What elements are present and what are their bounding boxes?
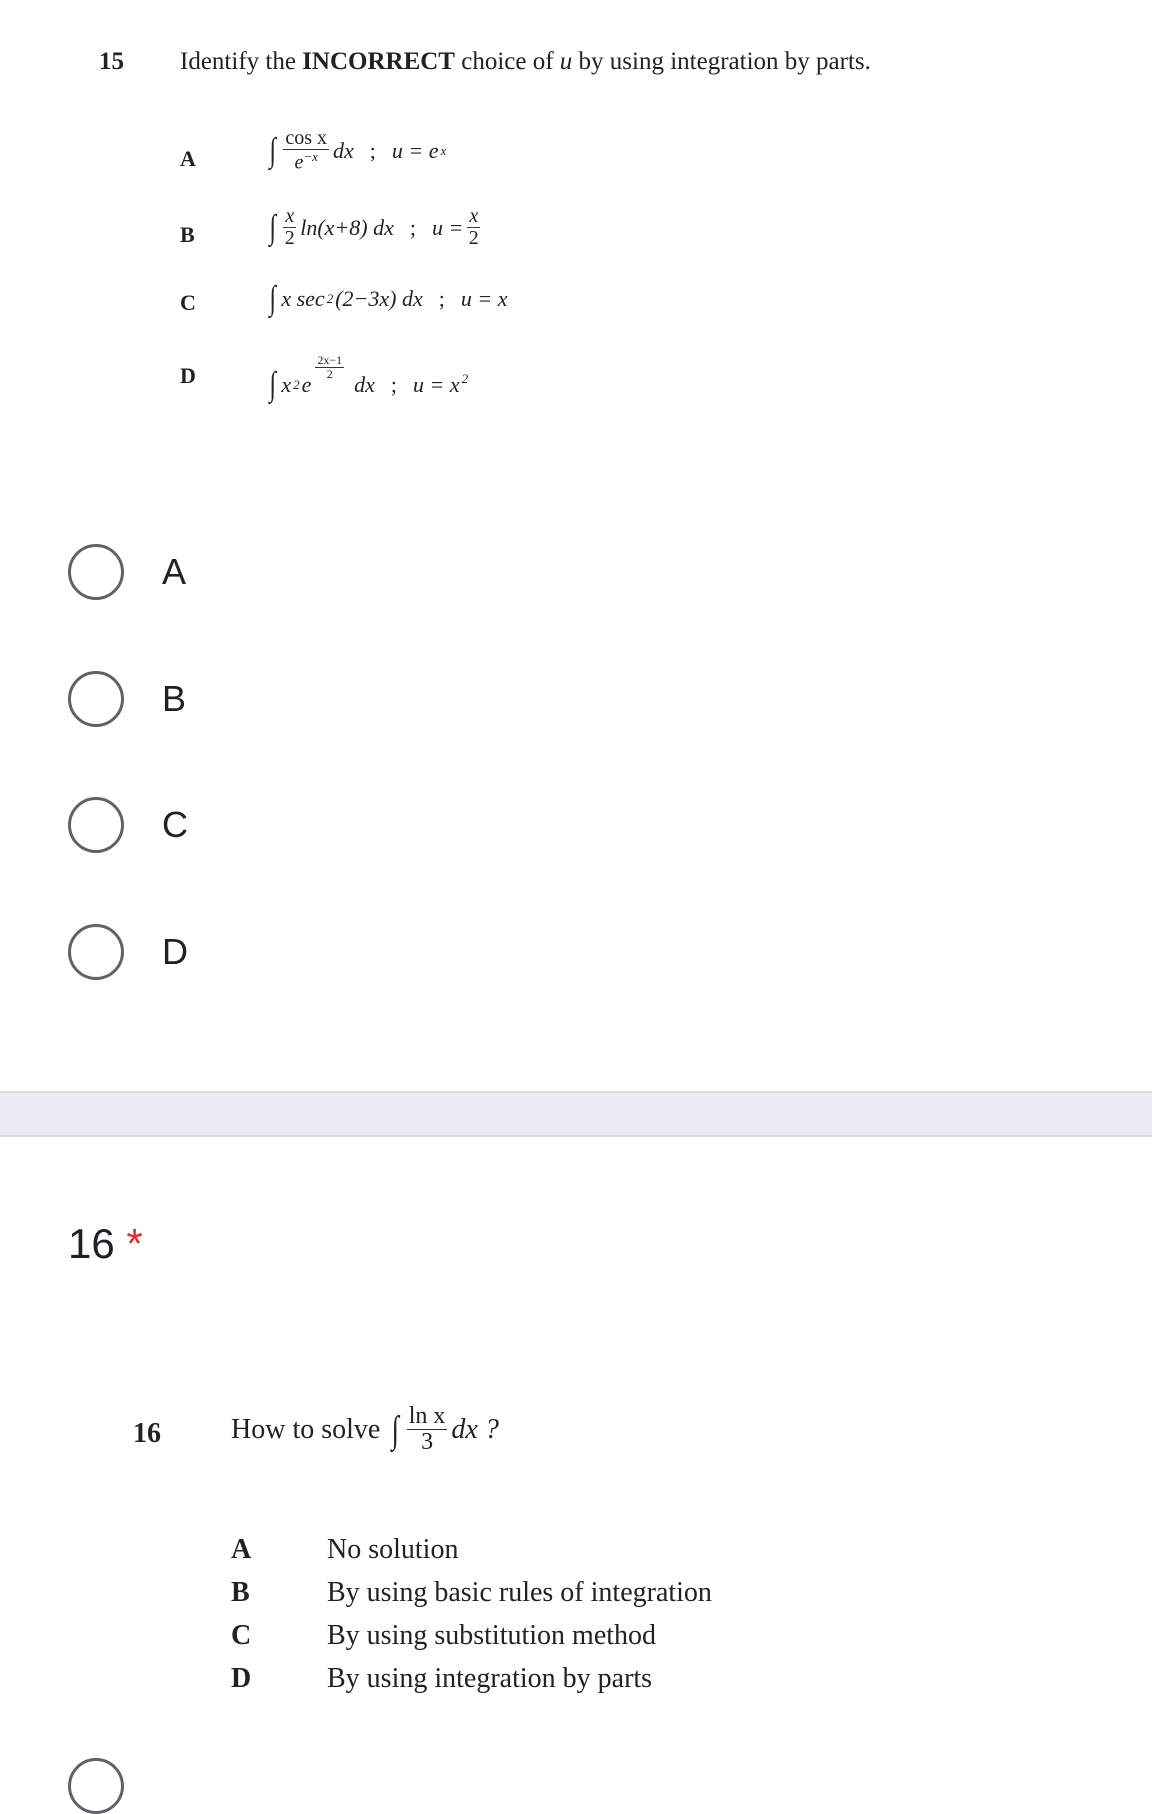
u-fraction — [467, 206, 480, 249]
exponent-fraction — [315, 354, 344, 380]
separator: ; — [369, 137, 376, 163]
question-15-number: 15 — [99, 48, 124, 75]
denominator: 3 — [421, 1429, 434, 1456]
q15-option-letter-c: C — [180, 290, 196, 315]
option-letter: C — [231, 1620, 252, 1651]
q15-var-u: u — [559, 48, 573, 75]
integrand: e — [301, 372, 312, 397]
dx: dx — [333, 137, 354, 163]
separator: ; — [390, 372, 398, 397]
q15-text-part: choice of — [454, 48, 560, 75]
u-exponent: 2 — [461, 371, 469, 386]
radio-label: B — [162, 678, 187, 719]
radio-option-b[interactable] — [68, 671, 186, 727]
q15-text-bold: INCORRECT — [302, 48, 455, 75]
required-asterisk: * — [126, 1220, 143, 1267]
q16-option-c — [231, 1614, 712, 1657]
numerator: x — [285, 205, 295, 227]
integral-sign: ∫ — [269, 131, 276, 169]
q16-option-d — [231, 1657, 712, 1700]
q15-text-part: Identify the — [180, 48, 303, 75]
radio-circle-partial[interactable] — [68, 1758, 124, 1814]
u-exponent: x — [440, 142, 447, 158]
radio-circle[interactable] — [68, 544, 124, 600]
exponent: 2 — [326, 291, 334, 306]
q15-option-b-expression — [268, 206, 482, 249]
question-16-options — [231, 1528, 712, 1700]
integrand: ln(x+8) dx — [300, 214, 394, 240]
question-title-number: 16 — [68, 1220, 115, 1267]
dx: dx ? — [451, 1413, 499, 1445]
exponent: 2 — [293, 377, 300, 392]
fraction — [283, 206, 296, 249]
numerator: 2x−1 — [317, 352, 343, 367]
denominator: 2 — [468, 227, 479, 249]
den-exponent: −x — [303, 149, 318, 164]
separator: ; — [438, 286, 445, 311]
u-choice: u = e — [391, 137, 439, 163]
integrand: x — [281, 372, 292, 397]
question-15-text — [180, 48, 871, 76]
u-choice: u = x — [460, 286, 508, 311]
dx: dx — [354, 372, 375, 397]
denominator — [294, 150, 317, 174]
integral-sign: ∫ — [391, 1408, 400, 1451]
radio-circle[interactable] — [68, 924, 124, 980]
u-choice: u = x — [413, 372, 460, 397]
q15-option-letter-a: A — [180, 146, 196, 171]
denominator: 2 — [326, 366, 333, 381]
integral-sign: ∫ — [269, 280, 276, 317]
integral-sign: ∫ — [269, 366, 276, 403]
numerator: cos x — [285, 127, 327, 149]
question-16-title — [68, 1220, 143, 1268]
radio-option-d[interactable] — [68, 924, 188, 980]
q15-option-a-expression — [268, 128, 446, 174]
fraction — [283, 128, 329, 174]
q16-option-b — [231, 1571, 712, 1614]
question-16-text — [231, 1404, 499, 1455]
question-16-number: 16 — [133, 1418, 161, 1449]
u-choice: u = — [431, 214, 464, 240]
option-text: By using integration by parts — [327, 1663, 653, 1694]
option-letter: B — [231, 1577, 250, 1608]
denominator: 2 — [284, 227, 295, 249]
option-text: By using basic rules of integration — [327, 1577, 712, 1608]
numerator: ln x — [408, 1403, 446, 1429]
card-separator — [0, 1091, 1152, 1137]
radio-label: A — [162, 551, 187, 592]
integral-sign: ∫ — [269, 208, 276, 246]
option-text: No solution — [327, 1534, 459, 1565]
separator: ; — [409, 214, 416, 240]
q15-option-letter-b: B — [180, 222, 195, 247]
option-text: By using substitution method — [327, 1620, 657, 1651]
q16-text: How to solve — [231, 1413, 381, 1445]
q16-option-a — [231, 1528, 712, 1571]
radio-option-c[interactable] — [68, 797, 188, 853]
radio-circle[interactable] — [68, 797, 124, 853]
integrand: x sec — [281, 286, 325, 311]
numerator: x — [469, 205, 479, 227]
q15-option-c-expression — [268, 280, 507, 318]
radio-label: D — [162, 931, 188, 972]
radio-label: C — [162, 804, 188, 845]
fraction — [407, 1404, 448, 1455]
q15-option-d-expression — [268, 336, 468, 404]
option-letter: A — [231, 1534, 252, 1565]
option-letter: D — [231, 1663, 252, 1694]
den-base: e — [294, 151, 304, 174]
q15-text-part: by using integration by parts. — [572, 48, 871, 75]
integrand: (2−3x) dx — [335, 286, 423, 311]
radio-option-a[interactable] — [68, 544, 186, 600]
radio-circle[interactable] — [68, 671, 124, 727]
q15-option-letter-d: D — [180, 363, 196, 388]
